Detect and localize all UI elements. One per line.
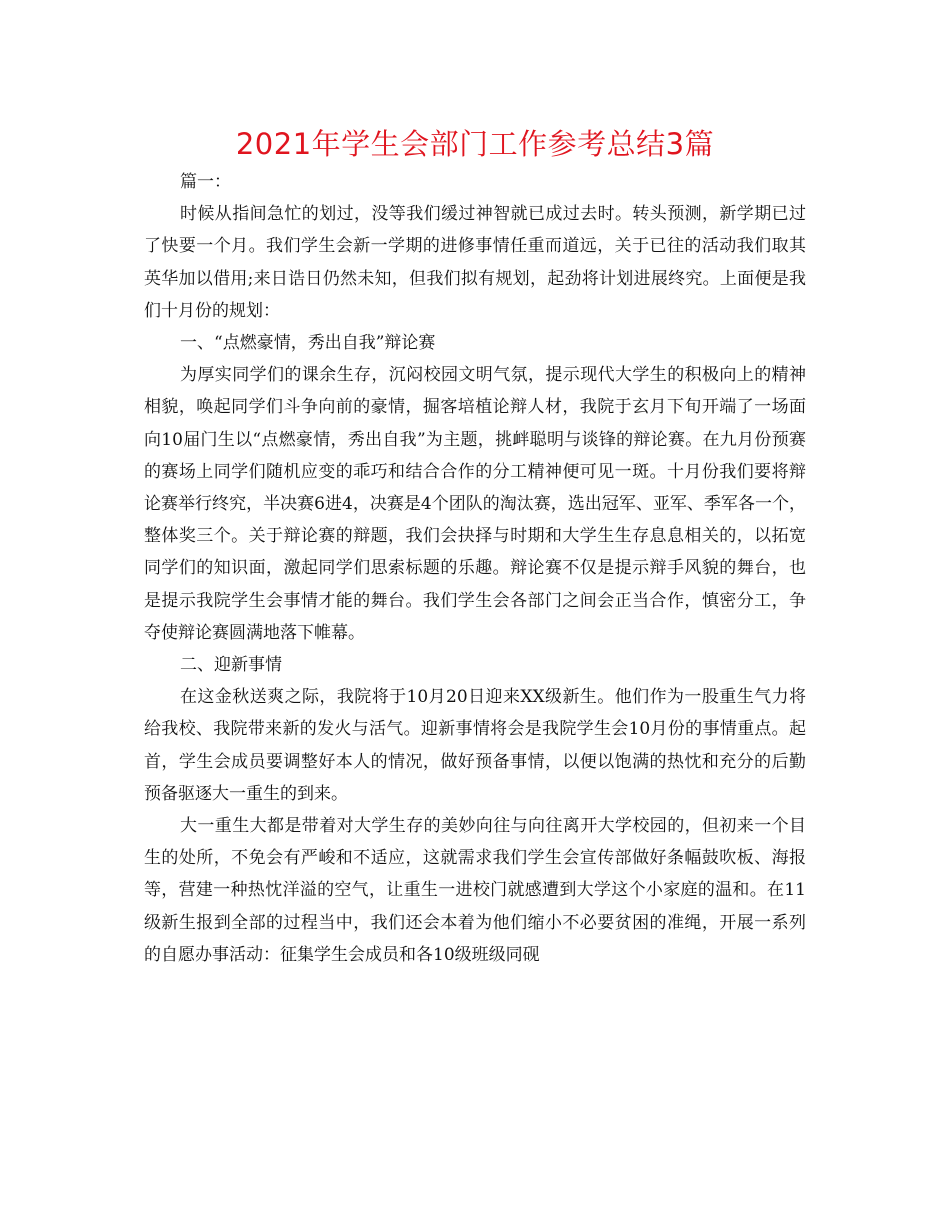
intro-paragraph: 时候从指间急忙的划过，没等我们缓过神智就已成过去时。转头预测，新学期已过了快要一个月。我们学生会新一学期的进修事情任重而道远，关于已往的活动我们取其英华加以借用;来日诰日仍然未知，但我们拟有规划，起劲将计划进展终究。上面便是我们十月份的规划： bbox=[144, 204, 806, 321]
freshman-paragraph: 大一重生大都是带着对大学生存的美妙向往与向往离开大学校园的，但初来一个目生的处所，不免会有严峻和不适应，这就需求我们学生会宣传部做好条幅鼓吹板、海报等，营建一种热忱洋溢的空气，让重生一进校门就感遭到大学这个小家庭的温和。在11级新生报到全部的过程当中，我们还会本着为他们缩小不必要贫困的准绳，开展一系列的自愿办事活动：征集学生会成员和各10级班级同砚 bbox=[144, 816, 806, 965]
section-label-part-one: 篇一： bbox=[180, 172, 231, 192]
document-body bbox=[144, 166, 806, 971]
heading-debate-contest: 一、“点燃豪情，秀出自我”辩论赛 bbox=[180, 333, 436, 354]
debate-paragraph: 为厚实同学们的课余生存，沉闷校园文明气氛，提示现代大学生的积极向上的精神相貌，唤起同学们斗争向前的豪情，掘客培植论辩人材，我院于玄月下旬开端了一场面向10届门生以“点燃豪情，秀出自我”为主题，挑衅聪明与谈锋的辩论赛。在九月份预赛的赛场上同学们随机应变的乖巧和结合合作的分工精神便可见一斑。十月份我们要将辩论赛举行终究，半决赛6进4，决赛是4个团队的淘汰赛，选出冠军、亚军、季军各一个，整体奖三个。关于辩论赛的辩题，我们会抉择与时期和大学生生存息息相关的，以拓宽同学们的知识面，激起同学们思索标题的乐趣。辩论赛不仅是提示辩手风貌的舞台，也是提示我院学生会事情才能的舞台。我们学生会各部门之间会正当合作，慎密分工，争夺使辩论赛圆满地落下帷幕。 bbox=[144, 365, 806, 643]
heading-freshman-welcome: 二、迎新事情 bbox=[180, 655, 282, 676]
document-title: 2021年学生会部门工作参考总结3篇 bbox=[235, 127, 715, 161]
welcome-paragraph: 在这金秋送爽之际，我院将于10月20日迎来XX级新生。他们作为一股重生气力将给我校、我院带来新的发火与活气。迎新事情将会是我院学生会10月份的事情重点。起首，学生会成员要调整好本人的情况，做好预备事情，以便以饱满的热忱和充分的后勤预备驱逐大一重生的到来。 bbox=[144, 687, 806, 804]
